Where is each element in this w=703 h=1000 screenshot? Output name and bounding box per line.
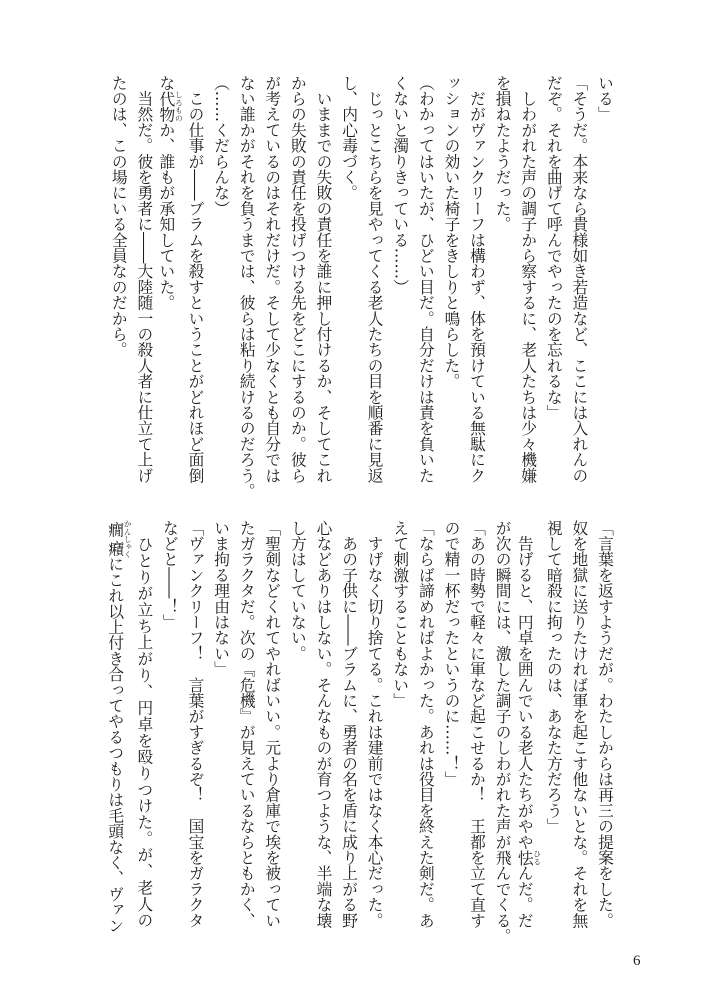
ruby-word [157,90,184,123]
text-line: 「言葉を返すようだが。わたしからは再三の提案をした。 [596,520,615,929]
text-line: 「ならば諦めればよかった。あれは役目を終えた剣だ。あ [416,520,436,929]
text-line: じっとこちらを見やってくる老人たちの目を順番に見返 [365,75,385,484]
text-line: たのは、この場にいる全員なのだから。 [109,75,129,358]
text-line: などと――！」 [160,520,180,630]
text-line: たガラクタだ。次の『危機』が見えているならともかく、 [237,520,257,929]
text-block-lower [106,520,618,944]
text-line: （わかってはいたが、ひどい目だ。自分だけは責を負いた [416,75,436,484]
text-line: しわがれた声の調子から察するに、老人たちは少々機嫌 [519,75,539,484]
text-line: からの失敗の責任を投げつける先をどこにするのか。彼ら [288,75,308,484]
text-line: （……くだらんな） [212,75,232,217]
text-line: すげなく切り捨てる。これは建前ではなく本心だった。 [365,520,385,929]
ruby-word [515,849,542,866]
text-line: くないと濁りきっている……） [391,75,411,295]
text-line: 「聖剣などくれてやればいい。元より倉庫で埃を被ってい [263,520,283,929]
text-line: ない誰かがそれを負うまでは、彼らは粘り続けるのだろう。 [237,75,257,499]
page-number: 6 [633,953,641,969]
text-line: いままでの失敗の責任を誰に押し付けるか、そしてこれ [314,75,334,484]
ruby-base: 怯 [515,849,535,866]
ruby-annotation: ひる [532,849,542,866]
text-line [516,520,542,928]
ruby-annotation: かんしゃく [123,520,133,558]
text-line: が次の瞬間には、激した調子のしわがれた声が飛んでくる。 [493,520,513,944]
text-line: 心などありはしない。そんなものが育つような、半端な壊 [314,520,334,929]
ruby-base: 代物 [157,90,177,123]
text-line: いる」 [596,75,615,123]
text-line: 当然だ。彼を勇者に――大陸随一の殺人者に仕立て上げ [135,75,155,484]
text-line: 「そうだ。本来なら貴様如き若造など、ここには入れんの [570,75,590,484]
text-line: し方はしていない。 [288,520,308,662]
text-line: 奴を地獄に送りたければ軍を起こす他ないとな。それを無 [570,520,590,929]
text-block-upper [106,75,618,499]
text-line: ッションの効いた椅子をきしりと鳴らした。 [442,75,462,389]
text-line: あの子供に――ブラムに、勇者の名を盾に成り上がる野 [340,520,360,929]
text-line: えて刺激することもない」 [391,520,411,709]
text-line: を損ねたようだった。 [493,75,513,232]
ruby-base: 癇癪 [106,520,126,558]
text-line: この仕事が――ブラムを殺すということがどれほど面倒 [186,75,206,484]
text-line [106,520,133,934]
text-line: ひとりが立ち上がり、円卓を殴りつけた。が、老人の [135,520,155,928]
ruby-word [106,520,133,558]
text-line: が考えているのはそれだけだ。そして少なくとも自分では [263,75,283,484]
text-line [157,75,183,483]
text-line: ので精一杯だったというのに……！」 [442,520,462,787]
text-line: 「あの時勢で軽々に軍など起こせるか！ 王都を立て直す [468,520,488,929]
text-line: だぞ。それを曲げて呼んでやったのを忘れるな」 [544,75,564,421]
text-segment: な [157,75,177,91]
text-line: だがヴァンクリーフは構わず、体を預けている無駄にク [468,75,488,484]
text-line: 「ヴァンクリーフ！ 言葉がすぎるぞ！ 国宝をガラクタ [186,520,206,929]
text-line: 視して暗殺に拘ったのは、あなた方だろう」 [544,520,564,834]
text-line: いま拘る理由はない」 [212,520,232,677]
text-segment: 告げると、円卓を囲んでいる老人たちがやや [515,520,535,850]
text-segment: んだ。だ [515,865,535,929]
text-segment: にこれ以上付き合ってやるつもりは毛頭なく、ヴァン [106,556,126,934]
ruby-annotation: しろもの [174,90,184,123]
text-line: し、内心毒づく。 [340,75,360,201]
text-segment: か、誰もが承知していた。 [157,122,177,311]
